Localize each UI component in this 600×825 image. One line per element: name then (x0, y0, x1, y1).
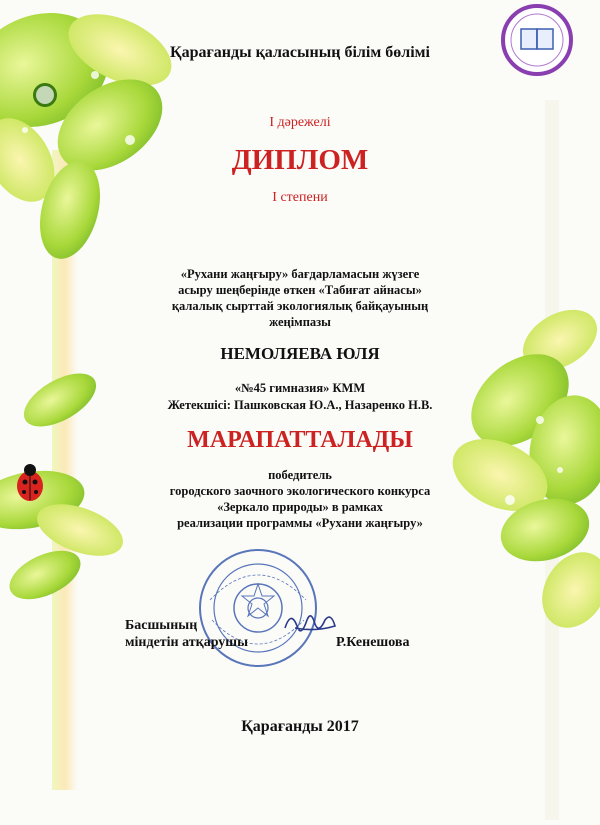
recipient-school: «№45 гимназия» КММ (234, 381, 366, 395)
winner-line: реализации программы «Рухани жаңғыру» (177, 516, 423, 530)
signatory-position-line: міндетін атқарушы (125, 635, 249, 650)
recipient-name: НЕМОЛЯЕВА ЮЛЯ (220, 344, 380, 363)
diploma-title: ДИПЛОМ (231, 144, 369, 176)
recipient-school-block (0, 380, 600, 414)
degree-kz: І дәрежелі (269, 115, 331, 130)
description-line: «Рухани жаңғыру» бағдарламасын жүзеге (180, 267, 420, 281)
description (0, 266, 600, 330)
description-line: жеңімпазы (269, 315, 331, 329)
award-label: МАРАПАТТАЛАДЫ (187, 427, 413, 453)
leaves-top-left (0, 0, 183, 266)
winner-line: городского заочного экологического конкурса (169, 484, 431, 498)
logo-icon (503, 6, 571, 74)
signatory-position-line: Басшының (125, 618, 198, 633)
winner-block (0, 467, 600, 531)
description-line: қалалық сырттай экологиялық байқауының (171, 299, 429, 313)
degree-ru: І степени (272, 190, 328, 205)
description-line: асыру шеңберінде өткен «Табиғат айнасы» (178, 283, 422, 297)
recipient-supervisors: Жетекшісі: Пашковская Ю.А., Назаренко Н.В. (167, 398, 433, 412)
city-year: Қарағанды 2017 (241, 718, 359, 735)
signatory-name: Р.Кенешова (336, 635, 410, 650)
winner-line: «Зеркало природы» в рамках (217, 500, 383, 514)
winner-line: победитель (268, 468, 332, 482)
signature-scribble (285, 616, 335, 631)
signatory-position (125, 617, 248, 651)
organization-header: Қарағанды қаласының білім бөлімі (170, 44, 430, 61)
